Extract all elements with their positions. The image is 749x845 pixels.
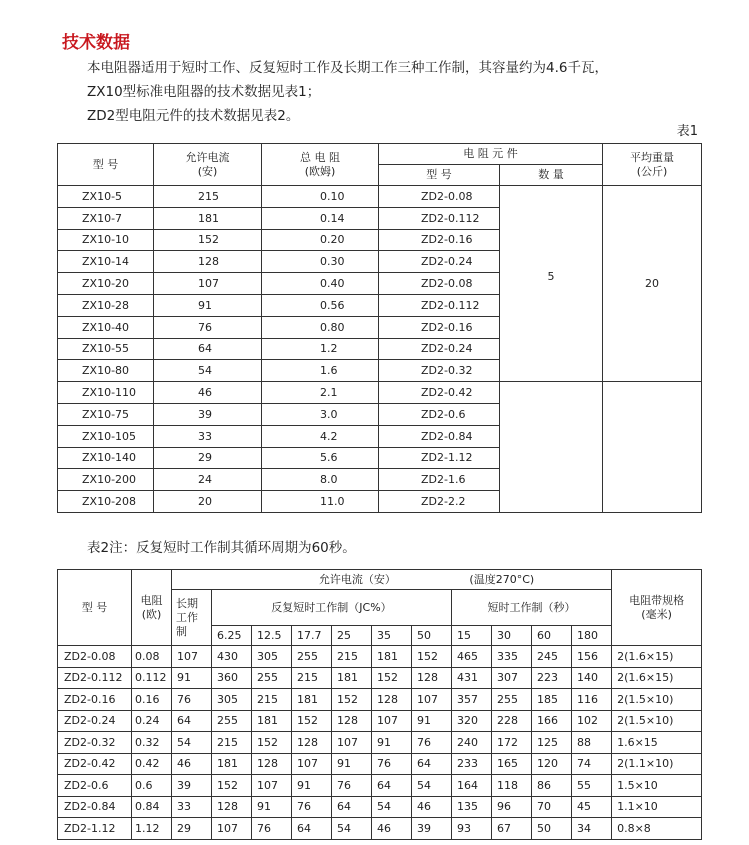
t2-cell: 128 (212, 796, 252, 818)
t2-cell: 76 (172, 689, 212, 711)
t2-cell: 39 (412, 818, 452, 840)
t2-cell: 54 (412, 775, 452, 797)
t2-cell: 431 (452, 667, 492, 689)
t1-cell-current: 20 (154, 491, 262, 513)
t2-cell: ZD2-0.24 (58, 710, 132, 732)
t2-cell: 152 (252, 732, 292, 754)
t2-cell: 255 (212, 710, 252, 732)
t2-cell: 39 (172, 775, 212, 797)
t1-cell-count: 5 (500, 186, 603, 382)
t2-cell: 0.16 (132, 689, 172, 711)
t2-cell: 46 (412, 796, 452, 818)
t2-cell: 76 (292, 796, 332, 818)
t1-cell-element-model: ZD2-0.24 (379, 338, 500, 360)
t1-cell-model: ZX10-80 (58, 360, 154, 382)
t2-cell: 0.8×8 (612, 818, 702, 840)
t2-header-intermittent: 反复短时工作制（JC%） (212, 590, 452, 626)
t2-cell: 0.84 (132, 796, 172, 818)
t1-cell-resistance: 3.0 (262, 403, 379, 425)
t2-cell: 165 (492, 753, 532, 775)
t2-cell: 128 (412, 667, 452, 689)
t2-header-sec: 15 (452, 626, 492, 646)
t1-cell-model: ZX10-5 (58, 186, 154, 208)
t2-cell: 1.12 (132, 818, 172, 840)
t1-cell-resistance: 1.2 (262, 338, 379, 360)
paragraph-3: ZD2型电阻元件的技术数据见表2。 (87, 108, 300, 124)
t2-cell: 128 (372, 689, 412, 711)
t1-cell-resistance: 2.1 (262, 382, 379, 404)
t2-cell: 67 (492, 818, 532, 840)
t2-cell: 305 (212, 689, 252, 711)
t2-header-jc: 12.5 (252, 626, 292, 646)
t2-cell: 240 (452, 732, 492, 754)
t1-cell-element-model: ZD2-0.112 (379, 294, 500, 316)
t1-cell-element-model: ZD2-1.12 (379, 447, 500, 469)
t2-cell: 54 (332, 818, 372, 840)
t1-cell-element-model: ZD2-0.42 (379, 382, 500, 404)
t1-header-model: 型 号 (58, 144, 154, 186)
t1-cell-current: 33 (154, 425, 262, 447)
table-row (58, 732, 702, 754)
t2-cell: 2(1.5×10) (612, 689, 702, 711)
t2-header-strip: 电阻带规格 (毫米) (612, 570, 702, 646)
t2-cell: 307 (492, 667, 532, 689)
t1-cell-resistance: 4.2 (262, 425, 379, 447)
t1-cell-model: ZX10-20 (58, 273, 154, 295)
t2-cell: 0.24 (132, 710, 172, 732)
t1-cell-model: ZX10-105 (58, 425, 154, 447)
t1-cell-current: 64 (154, 338, 262, 360)
t2-cell: 91 (252, 796, 292, 818)
t2-cell: 255 (492, 689, 532, 711)
t2-cell: 1.5×10 (612, 775, 702, 797)
t2-cell: ZD2-0.32 (58, 732, 132, 754)
section-title: 技术数据 (62, 33, 130, 53)
t1-cell-current: 54 (154, 360, 262, 382)
t2-header-sec: 30 (492, 626, 532, 646)
t2-cell: 54 (372, 796, 412, 818)
t2-cell: 2(1.6×15) (612, 646, 702, 668)
t2-header-long-term: 长期 工作 制 (172, 590, 212, 646)
t2-cell: 2(1.5×10) (612, 710, 702, 732)
t1-cell-element-model: ZD2-0.16 (379, 316, 500, 338)
t1-cell-weight-empty (603, 382, 702, 513)
t1-cell-model: ZX10-40 (58, 316, 154, 338)
t2-cell: 0.112 (132, 667, 172, 689)
t2-header-jc: 35 (372, 626, 412, 646)
t1-cell-resistance: 8.0 (262, 469, 379, 491)
t2-cell: 34 (572, 818, 612, 840)
t2-cell: 91 (412, 710, 452, 732)
t2-cell: 88 (572, 732, 612, 754)
t1-cell-resistance: 0.30 (262, 251, 379, 273)
t1-cell-resistance: 0.20 (262, 229, 379, 251)
t2-cell: ZD2-0.08 (58, 646, 132, 668)
t2-cell: 91 (372, 732, 412, 754)
t2-header-sec: 180 (572, 626, 612, 646)
t2-cell: 152 (212, 775, 252, 797)
t1-header-resistance: 总 电 阻 (欧姆) (262, 144, 379, 186)
t2-cell: 228 (492, 710, 532, 732)
table-row (58, 753, 702, 775)
t2-cell: 181 (372, 646, 412, 668)
t1-cell-current: 107 (154, 273, 262, 295)
t1-header-element-count: 数 量 (500, 165, 603, 186)
t2-header-jc: 25 (332, 626, 372, 646)
t1-cell-element-model: ZD2-1.6 (379, 469, 500, 491)
t2-cell: 215 (332, 646, 372, 668)
t2-cell: 74 (572, 753, 612, 775)
t2-cell: 107 (372, 710, 412, 732)
t2-header-model: 型 号 (58, 570, 132, 646)
t1-cell-element-model: ZD2-0.24 (379, 251, 500, 273)
table-row (58, 689, 702, 711)
t2-cell: 152 (292, 710, 332, 732)
t2-cell: 0.6 (132, 775, 172, 797)
t2-cell: 46 (172, 753, 212, 775)
t2-cell: ZD2-0.42 (58, 753, 132, 775)
t2-cell: 430 (212, 646, 252, 668)
t1-cell-element-model: ZD2-0.08 (379, 273, 500, 295)
table-row (58, 186, 702, 208)
paragraph-2: ZX10型标准电阻器的技术数据见表1； (87, 84, 321, 100)
t2-cell: 91 (172, 667, 212, 689)
t1-header-element-model: 型 号 (379, 165, 500, 186)
t2-cell: 335 (492, 646, 532, 668)
t2-cell: 140 (572, 667, 612, 689)
t1-cell-model: ZX10-10 (58, 229, 154, 251)
t2-cell: 128 (292, 732, 332, 754)
t2-cell: 102 (572, 710, 612, 732)
t2-cell: 91 (292, 775, 332, 797)
table-row (58, 796, 702, 818)
t2-cell: 0.08 (132, 646, 172, 668)
t1-cell-current: 152 (154, 229, 262, 251)
t2-cell: 46 (372, 818, 412, 840)
t1-cell-model: ZX10-55 (58, 338, 154, 360)
t1-cell-current: 24 (154, 469, 262, 491)
t2-header-resistance: 电阻 (欧) (132, 570, 172, 646)
t2-cell: 1.6×15 (612, 732, 702, 754)
t2-cell: 305 (252, 646, 292, 668)
t2-cell: 465 (452, 646, 492, 668)
t2-cell: 107 (212, 818, 252, 840)
t2-cell: 357 (452, 689, 492, 711)
t2-cell: 0.42 (132, 753, 172, 775)
t1-cell-model: ZX10-200 (58, 469, 154, 491)
t1-cell-resistance: 0.14 (262, 207, 379, 229)
t2-cell: 107 (172, 646, 212, 668)
t2-cell: 118 (492, 775, 532, 797)
t2-cell: 50 (532, 818, 572, 840)
table2-note: 表2注：反复短时工作制其循环周期为60秒。 (87, 540, 356, 556)
t1-cell-model: ZX10-28 (58, 294, 154, 316)
table-row (58, 710, 702, 732)
table-row (58, 818, 702, 840)
t2-cell: 54 (172, 732, 212, 754)
t2-cell: 107 (332, 732, 372, 754)
table2 (57, 569, 702, 840)
t1-cell-element-model: ZD2-0.84 (379, 425, 500, 447)
t2-cell: 55 (572, 775, 612, 797)
t2-cell: ZD2-0.6 (58, 775, 132, 797)
t1-cell-element-model: ZD2-0.32 (379, 360, 500, 382)
t2-cell: 166 (532, 710, 572, 732)
t1-cell-current: 128 (154, 251, 262, 273)
t1-cell-current: 46 (154, 382, 262, 404)
t1-cell-resistance: 11.0 (262, 491, 379, 513)
t2-cell: 2(1.6×15) (612, 667, 702, 689)
t1-cell-model: ZX10-75 (58, 403, 154, 425)
t2-cell: 128 (332, 710, 372, 732)
t1-cell-element-model: ZD2-2.2 (379, 491, 500, 513)
t2-cell: 360 (212, 667, 252, 689)
t2-cell: 172 (492, 732, 532, 754)
t2-header-jc: 17.7 (292, 626, 332, 646)
t1-cell-current: 29 (154, 447, 262, 469)
table1-label: 表1 (676, 124, 698, 139)
t2-cell: 107 (252, 775, 292, 797)
t2-cell: 255 (252, 667, 292, 689)
t2-cell: 64 (172, 710, 212, 732)
t2-cell: 107 (412, 689, 452, 711)
t2-cell: ZD2-0.16 (58, 689, 132, 711)
t2-cell: 320 (452, 710, 492, 732)
t1-cell-resistance: 0.40 (262, 273, 379, 295)
t2-cell: 64 (372, 775, 412, 797)
t2-cell: 91 (332, 753, 372, 775)
t2-header-jc: 6.25 (212, 626, 252, 646)
table-row (58, 775, 702, 797)
t2-cell: 156 (572, 646, 612, 668)
t1-header-element: 电 阻 元 件 (379, 144, 603, 165)
t1-cell-current: 215 (154, 186, 262, 208)
t2-cell: ZD2-1.12 (58, 818, 132, 840)
t2-cell: 181 (212, 753, 252, 775)
t2-cell: 76 (412, 732, 452, 754)
t2-cell: 29 (172, 818, 212, 840)
t2-cell: 64 (332, 796, 372, 818)
t2-cell: 2(1.1×10) (612, 753, 702, 775)
t2-cell: ZD2-0.112 (58, 667, 132, 689)
t1-cell-model: ZX10-110 (58, 382, 154, 404)
t2-cell: 96 (492, 796, 532, 818)
t1-cell-model: ZX10-14 (58, 251, 154, 273)
t1-cell-weight: 20 (603, 186, 702, 382)
t2-cell: 181 (292, 689, 332, 711)
t1-cell-resistance: 0.10 (262, 186, 379, 208)
t2-cell: 45 (572, 796, 612, 818)
t2-header-short-time: 短时工作制（秒） (452, 590, 612, 626)
t1-header-current: 允许电流 (安) (154, 144, 262, 186)
t1-cell-resistance: 0.56 (262, 294, 379, 316)
table-row (58, 382, 702, 404)
t2-cell: 215 (292, 667, 332, 689)
t2-cell: 245 (532, 646, 572, 668)
t1-header-weight: 平均重量 (公斤) (603, 144, 702, 186)
t2-cell: 116 (572, 689, 612, 711)
t2-cell: 152 (332, 689, 372, 711)
t2-cell: 181 (252, 710, 292, 732)
t2-cell: 107 (292, 753, 332, 775)
t2-cell: ZD2-0.84 (58, 796, 132, 818)
t1-cell-current: 76 (154, 316, 262, 338)
t2-cell: 233 (452, 753, 492, 775)
t2-cell: 93 (452, 818, 492, 840)
t1-cell-element-model: ZD2-0.08 (379, 186, 500, 208)
t1-cell-model: ZX10-208 (58, 491, 154, 513)
t1-cell-current: 39 (154, 403, 262, 425)
paragraph-1: 本电阻器适用于短时工作、反复短时工作及长期工作三种工作制，其容量约为4.6千瓦， (87, 60, 608, 76)
t1-cell-resistance: 5.6 (262, 447, 379, 469)
t1-cell-model: ZX10-7 (58, 207, 154, 229)
t2-cell: 185 (532, 689, 572, 711)
t2-cell: 255 (292, 646, 332, 668)
t2-header-allowed-current: 允许电流（安） (温度270°C) (172, 570, 612, 590)
t2-cell: 125 (532, 732, 572, 754)
t2-cell: 223 (532, 667, 572, 689)
t2-cell: 76 (372, 753, 412, 775)
t2-cell: 120 (532, 753, 572, 775)
t2-cell: 33 (172, 796, 212, 818)
t1-cell-resistance: 0.80 (262, 316, 379, 338)
t2-cell: 215 (252, 689, 292, 711)
t1-cell-current: 91 (154, 294, 262, 316)
t2-cell: 0.32 (132, 732, 172, 754)
t2-cell: 128 (252, 753, 292, 775)
t2-header-sec: 60 (532, 626, 572, 646)
t2-cell: 152 (412, 646, 452, 668)
t2-header-jc: 50 (412, 626, 452, 646)
t1-cell-element-model: ZD2-0.6 (379, 403, 500, 425)
t2-cell: 76 (332, 775, 372, 797)
t2-cell: 1.1×10 (612, 796, 702, 818)
t2-cell: 135 (452, 796, 492, 818)
t1-cell-current: 181 (154, 207, 262, 229)
t2-cell: 164 (452, 775, 492, 797)
t2-cell: 86 (532, 775, 572, 797)
table-row (58, 646, 702, 668)
t1-cell-element-model: ZD2-0.16 (379, 229, 500, 251)
t2-cell: 215 (212, 732, 252, 754)
table1 (57, 143, 702, 513)
t2-cell: 152 (372, 667, 412, 689)
t2-cell: 76 (252, 818, 292, 840)
t1-cell-model: ZX10-140 (58, 447, 154, 469)
t1-cell-resistance: 1.6 (262, 360, 379, 382)
table-row (58, 667, 702, 689)
t2-cell: 70 (532, 796, 572, 818)
t1-cell-count-empty (500, 382, 603, 513)
t1-cell-element-model: ZD2-0.112 (379, 207, 500, 229)
t2-cell: 64 (292, 818, 332, 840)
t2-cell: 64 (412, 753, 452, 775)
t2-cell: 181 (332, 667, 372, 689)
